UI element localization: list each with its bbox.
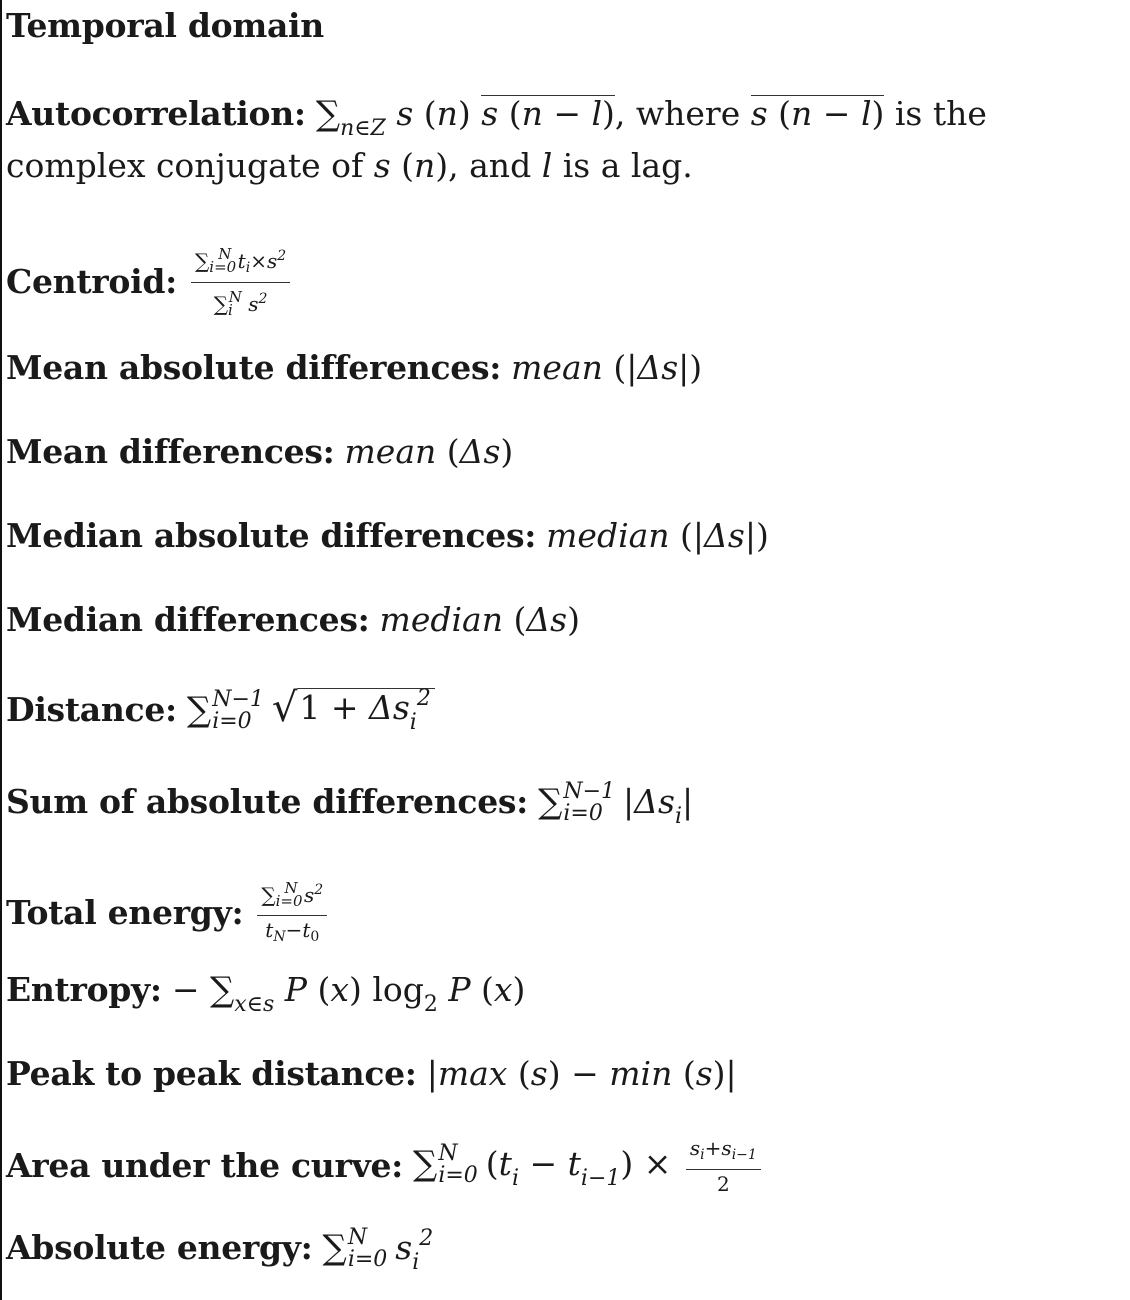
mean-absolute-differences-item: Mean absolute differences: mean (|Δs|) — [6, 342, 1122, 394]
entropy-item: Entropy: − $\sum_{x\in s}$ P (x) $\log_2 P$ (x) — [6, 964, 1122, 1016]
centroid-item: Centroid: $\frac{\sum_{i=0}^N t_i\times s^2}{\sum_i^N s^2}$ — [6, 242, 1122, 322]
area-under-curve-formula: ∑ N i=0 $(t_i - t_{i-1})$ × $\frac{s_i+s_{i-1}}{2}$ — [413, 1136, 761, 1196]
median-absolute-differences-formula: median (|Δs|) — [546, 516, 769, 555]
median-absolute-differences-item: Median absolute differences: median (|Δs|) — [6, 510, 1122, 562]
area-under-curve-item: Area under the curve: ∑ N i=0 $(t_i - t_{i-1})$ × $\frac{s_i+s_{i-1}}{2}$ — [6, 1136, 1122, 1196]
total-energy-item: Total energy: $\frac{\sum_{i=0}^N s^2}{t_N-t_0}$ — [6, 876, 1122, 949]
mean-differences-item: Mean differences: mean (Δs) — [6, 426, 1122, 478]
sum-absolute-differences-formula: ∑ N−1 i=0 $|\Delta s_i|$ — [538, 779, 694, 829]
autocorrelation-item: Autocorrelation: $\sum_{n\in Z}$ s (n) s (n − l), where s (n − l) is the complex conjugate of s (n), and l is a lag. — [6, 94, 987, 185]
absolute-energy-item: Absolute energy: ∑ N i=0 $s_i^2$ — [6, 1222, 1122, 1274]
absolute-energy-formula: ∑ N i=0 $s_i^2$ — [322, 1225, 434, 1275]
autocorrelation-formula: $\sum_{n\in Z}$ s (n) s (n − l) — [315, 94, 615, 141]
distance-item: Distance: ∑ N−1 i=0 √ $1 + \Delta s_i^2$ — [6, 684, 1122, 736]
median-differences-formula: median (Δs) — [379, 600, 580, 639]
distance-formula: ∑ N−1 i=0 √ $1 + \Delta s_i^2$ — [187, 684, 435, 736]
section-title: Temporal domain — [6, 6, 324, 45]
entropy-formula: − $\sum_{x\in s}$ P (x) $\log_2 P$ (x) — [171, 970, 526, 1017]
median-differences-item: Median differences: median (Δs) — [6, 594, 1122, 646]
mean-differences-formula: mean (Δs) — [344, 432, 514, 471]
mean-absolute-differences-formula: mean (|Δs|) — [511, 348, 703, 387]
peak-to-peak-formula: |max (s) − min (s)| — [426, 1054, 737, 1093]
sum-absolute-differences-item: Sum of absolute differences: ∑ N−1 i=0 $|\Delta s_i|$ — [6, 776, 1122, 828]
peak-to-peak-item: Peak to peak distance: |max (s) − min (s)| — [6, 1048, 1122, 1100]
centroid-formula: $\frac{\sum_{i=0}^N t_i\times s^2}{\sum_i^N s^2}$ — [191, 242, 290, 322]
total-energy-formula: $\frac{\sum_{i=0}^N s^2}{t_N-t_0}$ — [257, 876, 327, 949]
